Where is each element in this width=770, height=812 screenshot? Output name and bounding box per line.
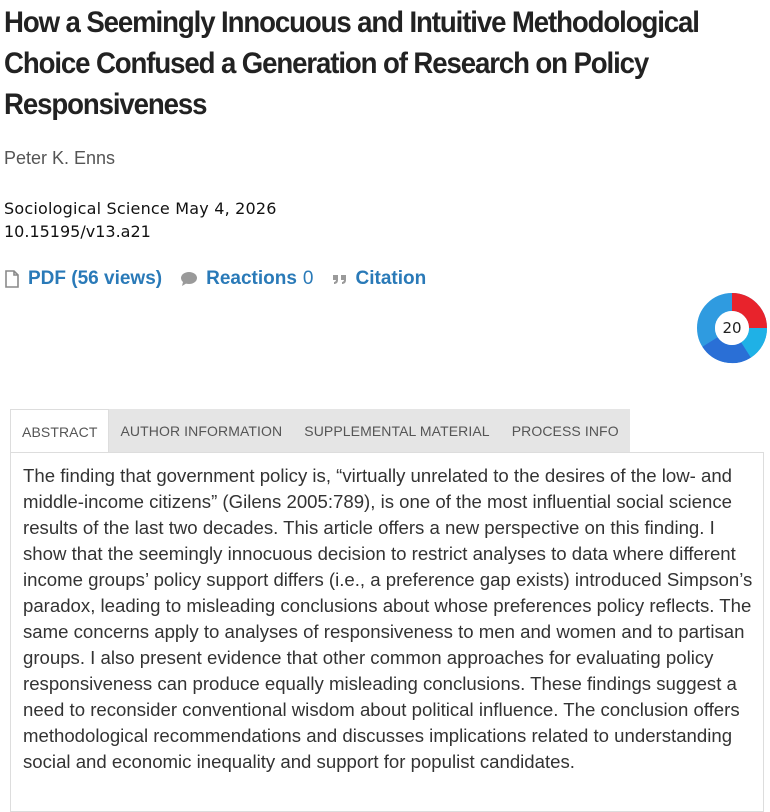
- article-tabs: [10, 409, 630, 453]
- citation-link[interactable]: [332, 268, 427, 290]
- abstract-text: The finding that government policy is, “virtually unrelated to the desires of the low- and middle-income citizens” (Gilens 2005:789), is one of the most influential social science results of the last two decades. This article offers a new perspective on this finding. I show that the seemingly innocuous decision to restrict analyses to data where different income groups’ policy support differs (i.e., a preference gap exists) introduced Simpson’s paradox, leading to misleading conclusions about whose preferences policy reflects. The same concerns apply to analyses of responsiveness to men and women and to partisan groups. I also present evidence that other common approaches for evaluating policy responsiveness can produce equally misleading conclusions. These findings suggest a need to reconsider conventional wisdom about political influence. The conclusion offers methodological recommendations and discusses implications related to understanding social and economic inequality and support for populist candidates.: [23, 465, 753, 772]
- pdf-link[interactable]: [4, 268, 162, 290]
- tab-abstract[interactable]: ABSTRACT: [10, 409, 109, 453]
- article-title: How a Seemingly Innocuous and Intuitive Methodological Choice Confused a Generation of Research on Policy Responsiveness: [4, 6, 699, 121]
- altmetric-badge[interactable]: [696, 292, 768, 364]
- quote-icon: [332, 272, 348, 286]
- speech-bubble-icon: [180, 271, 198, 287]
- article-actions: [4, 268, 444, 290]
- altmetric-score: 20: [722, 319, 742, 337]
- reactions-count: 0: [302, 268, 314, 289]
- citation-label: Citation: [355, 268, 427, 289]
- reactions-label: Reactions: [206, 268, 297, 289]
- journal-and-date: Sociological Science May 4, 2026: [4, 199, 277, 218]
- doi[interactable]: 10.15195/v13.a21: [4, 222, 151, 241]
- author-name[interactable]: Peter K. Enns: [4, 148, 116, 168]
- tab-author-information[interactable]: AUTHOR INFORMATION: [109, 409, 293, 453]
- pdf-label: PDF (56 views): [28, 268, 163, 289]
- file-icon: [4, 270, 20, 288]
- reactions-link[interactable]: [180, 268, 313, 290]
- tab-supplemental-material[interactable]: SUPPLEMENTAL MATERIAL: [293, 409, 500, 453]
- tab-process-info[interactable]: PROCESS INFO: [501, 409, 630, 453]
